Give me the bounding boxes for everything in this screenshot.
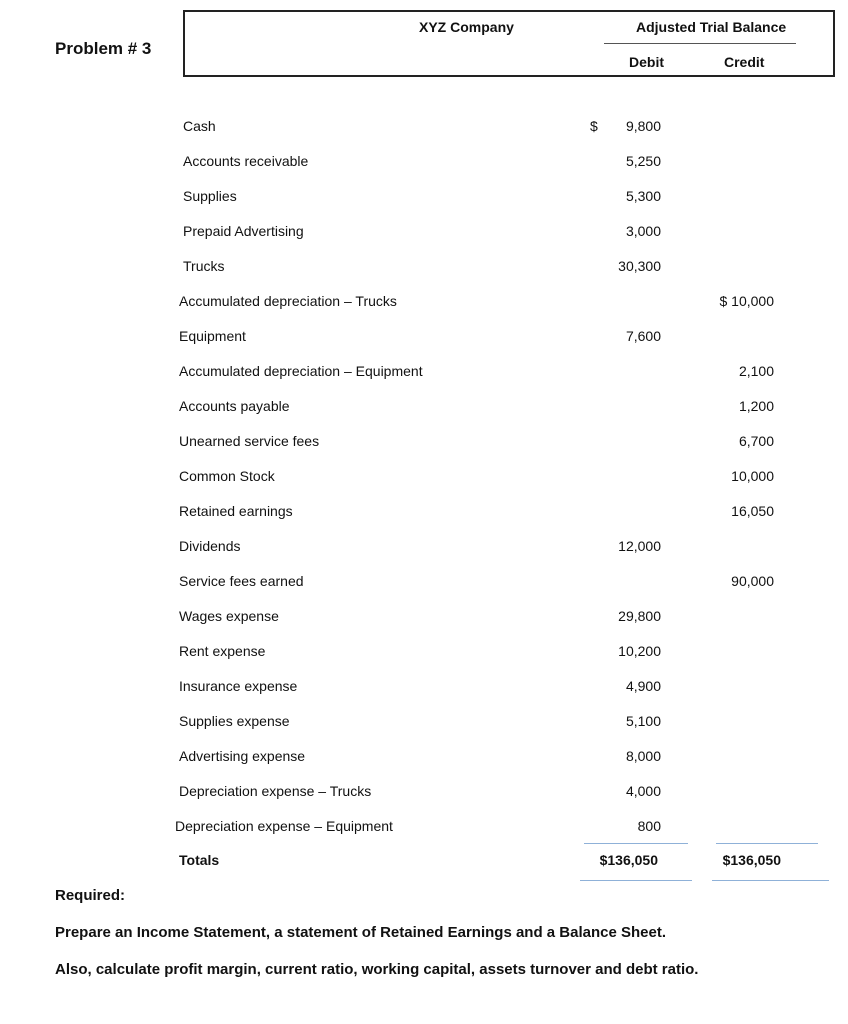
account-name: Cash	[183, 118, 216, 134]
totals-label: Totals	[179, 852, 220, 868]
totals-debit: $136,050	[599, 852, 658, 868]
totals-credit: $136,050	[722, 852, 781, 868]
table-row	[0, 363, 848, 383]
account-name: Insurance expense	[179, 678, 298, 694]
table-row	[0, 293, 848, 313]
debit-amount: 10,200	[618, 643, 661, 659]
required-heading: Required:	[55, 887, 126, 904]
debit-total-bottom-rule	[580, 880, 692, 881]
account-name: Advertising expense	[179, 748, 306, 764]
account-name: Dividends	[179, 538, 241, 554]
debit-amount: 7,600	[625, 328, 661, 344]
debit-amount: 9,800	[625, 118, 661, 134]
totals-row	[0, 852, 848, 872]
account-name: Supplies	[183, 188, 237, 204]
table-row	[0, 118, 848, 138]
account-name: Accumulated depreciation – Trucks	[179, 293, 397, 309]
table-row	[0, 223, 848, 243]
credit-amount: 2,100	[738, 363, 774, 379]
debit-amount: 4,900	[625, 678, 661, 694]
account-name: Unearned service fees	[179, 433, 320, 449]
account-name: Equipment	[179, 328, 246, 344]
required-line-2: Also, calculate profit margin, current ratio, working capital, assets turnover and debt ratio.	[55, 961, 699, 978]
account-name: Rent expense	[179, 643, 266, 659]
table-row	[0, 573, 848, 593]
debit-amount: 5,300	[625, 188, 661, 204]
table-row	[0, 503, 848, 523]
account-name: Trucks	[183, 258, 225, 274]
table-row	[0, 678, 848, 698]
debit-amount: 12,000	[618, 538, 661, 554]
account-name: Accounts receivable	[183, 153, 309, 169]
credit-total-top-rule	[716, 843, 818, 844]
problem-label: Problem # 3	[55, 39, 152, 58]
required-line-1: Prepare an Income Statement, a statement of Retained Earnings and a Balance Sheet.	[55, 924, 667, 941]
account-name: Service fees earned	[179, 573, 304, 589]
debit-column-header: Debit	[629, 54, 664, 70]
account-name: Depreciation expense – Equipment	[175, 818, 393, 834]
credit-amount: 16,050	[731, 503, 774, 519]
credit-amount: 90,000	[731, 573, 774, 589]
title-underline	[604, 43, 796, 44]
table-row	[0, 153, 848, 173]
table-row	[0, 748, 848, 768]
credit-column-header: Credit	[724, 54, 765, 70]
debit-amount: 5,100	[625, 713, 661, 729]
credit-amount: 10,000	[731, 468, 774, 484]
account-name: Common Stock	[179, 468, 275, 484]
credit-amount: $ 10,000	[719, 293, 774, 309]
account-name: Accumulated depreciation – Equipment	[179, 363, 423, 379]
debit-amount: 4,000	[625, 783, 661, 799]
debit-total-top-rule	[584, 843, 688, 844]
account-name: Retained earnings	[179, 503, 293, 519]
table-row	[0, 538, 848, 558]
account-name: Depreciation expense – Trucks	[179, 783, 372, 799]
debit-amount: 3,000	[625, 223, 661, 239]
table-row	[0, 643, 848, 663]
table-row	[0, 398, 848, 418]
credit-amount: 6,700	[738, 433, 774, 449]
report-title: Adjusted Trial Balance	[636, 19, 787, 35]
company-name: XYZ Company	[419, 19, 514, 35]
debit-amount: 800	[637, 818, 661, 834]
account-name: Supplies expense	[179, 713, 290, 729]
account-name: Prepaid Advertising	[183, 223, 304, 239]
currency-symbol: $	[590, 118, 598, 134]
table-row	[0, 783, 848, 803]
debit-amount: 29,800	[618, 608, 661, 624]
table-row	[0, 468, 848, 488]
credit-total-bottom-rule	[712, 880, 829, 881]
account-name: Wages expense	[179, 608, 279, 624]
table-row	[0, 608, 848, 628]
debit-amount: 8,000	[625, 748, 661, 764]
table-row	[0, 818, 848, 838]
debit-amount: 5,250	[625, 153, 661, 169]
table-row	[0, 258, 848, 278]
table-row	[0, 328, 848, 348]
table-row	[0, 433, 848, 453]
credit-amount: 1,200	[738, 398, 774, 414]
table-row	[0, 713, 848, 733]
debit-amount: 30,300	[618, 258, 661, 274]
account-name: Accounts payable	[179, 398, 290, 414]
table-row	[0, 188, 848, 208]
